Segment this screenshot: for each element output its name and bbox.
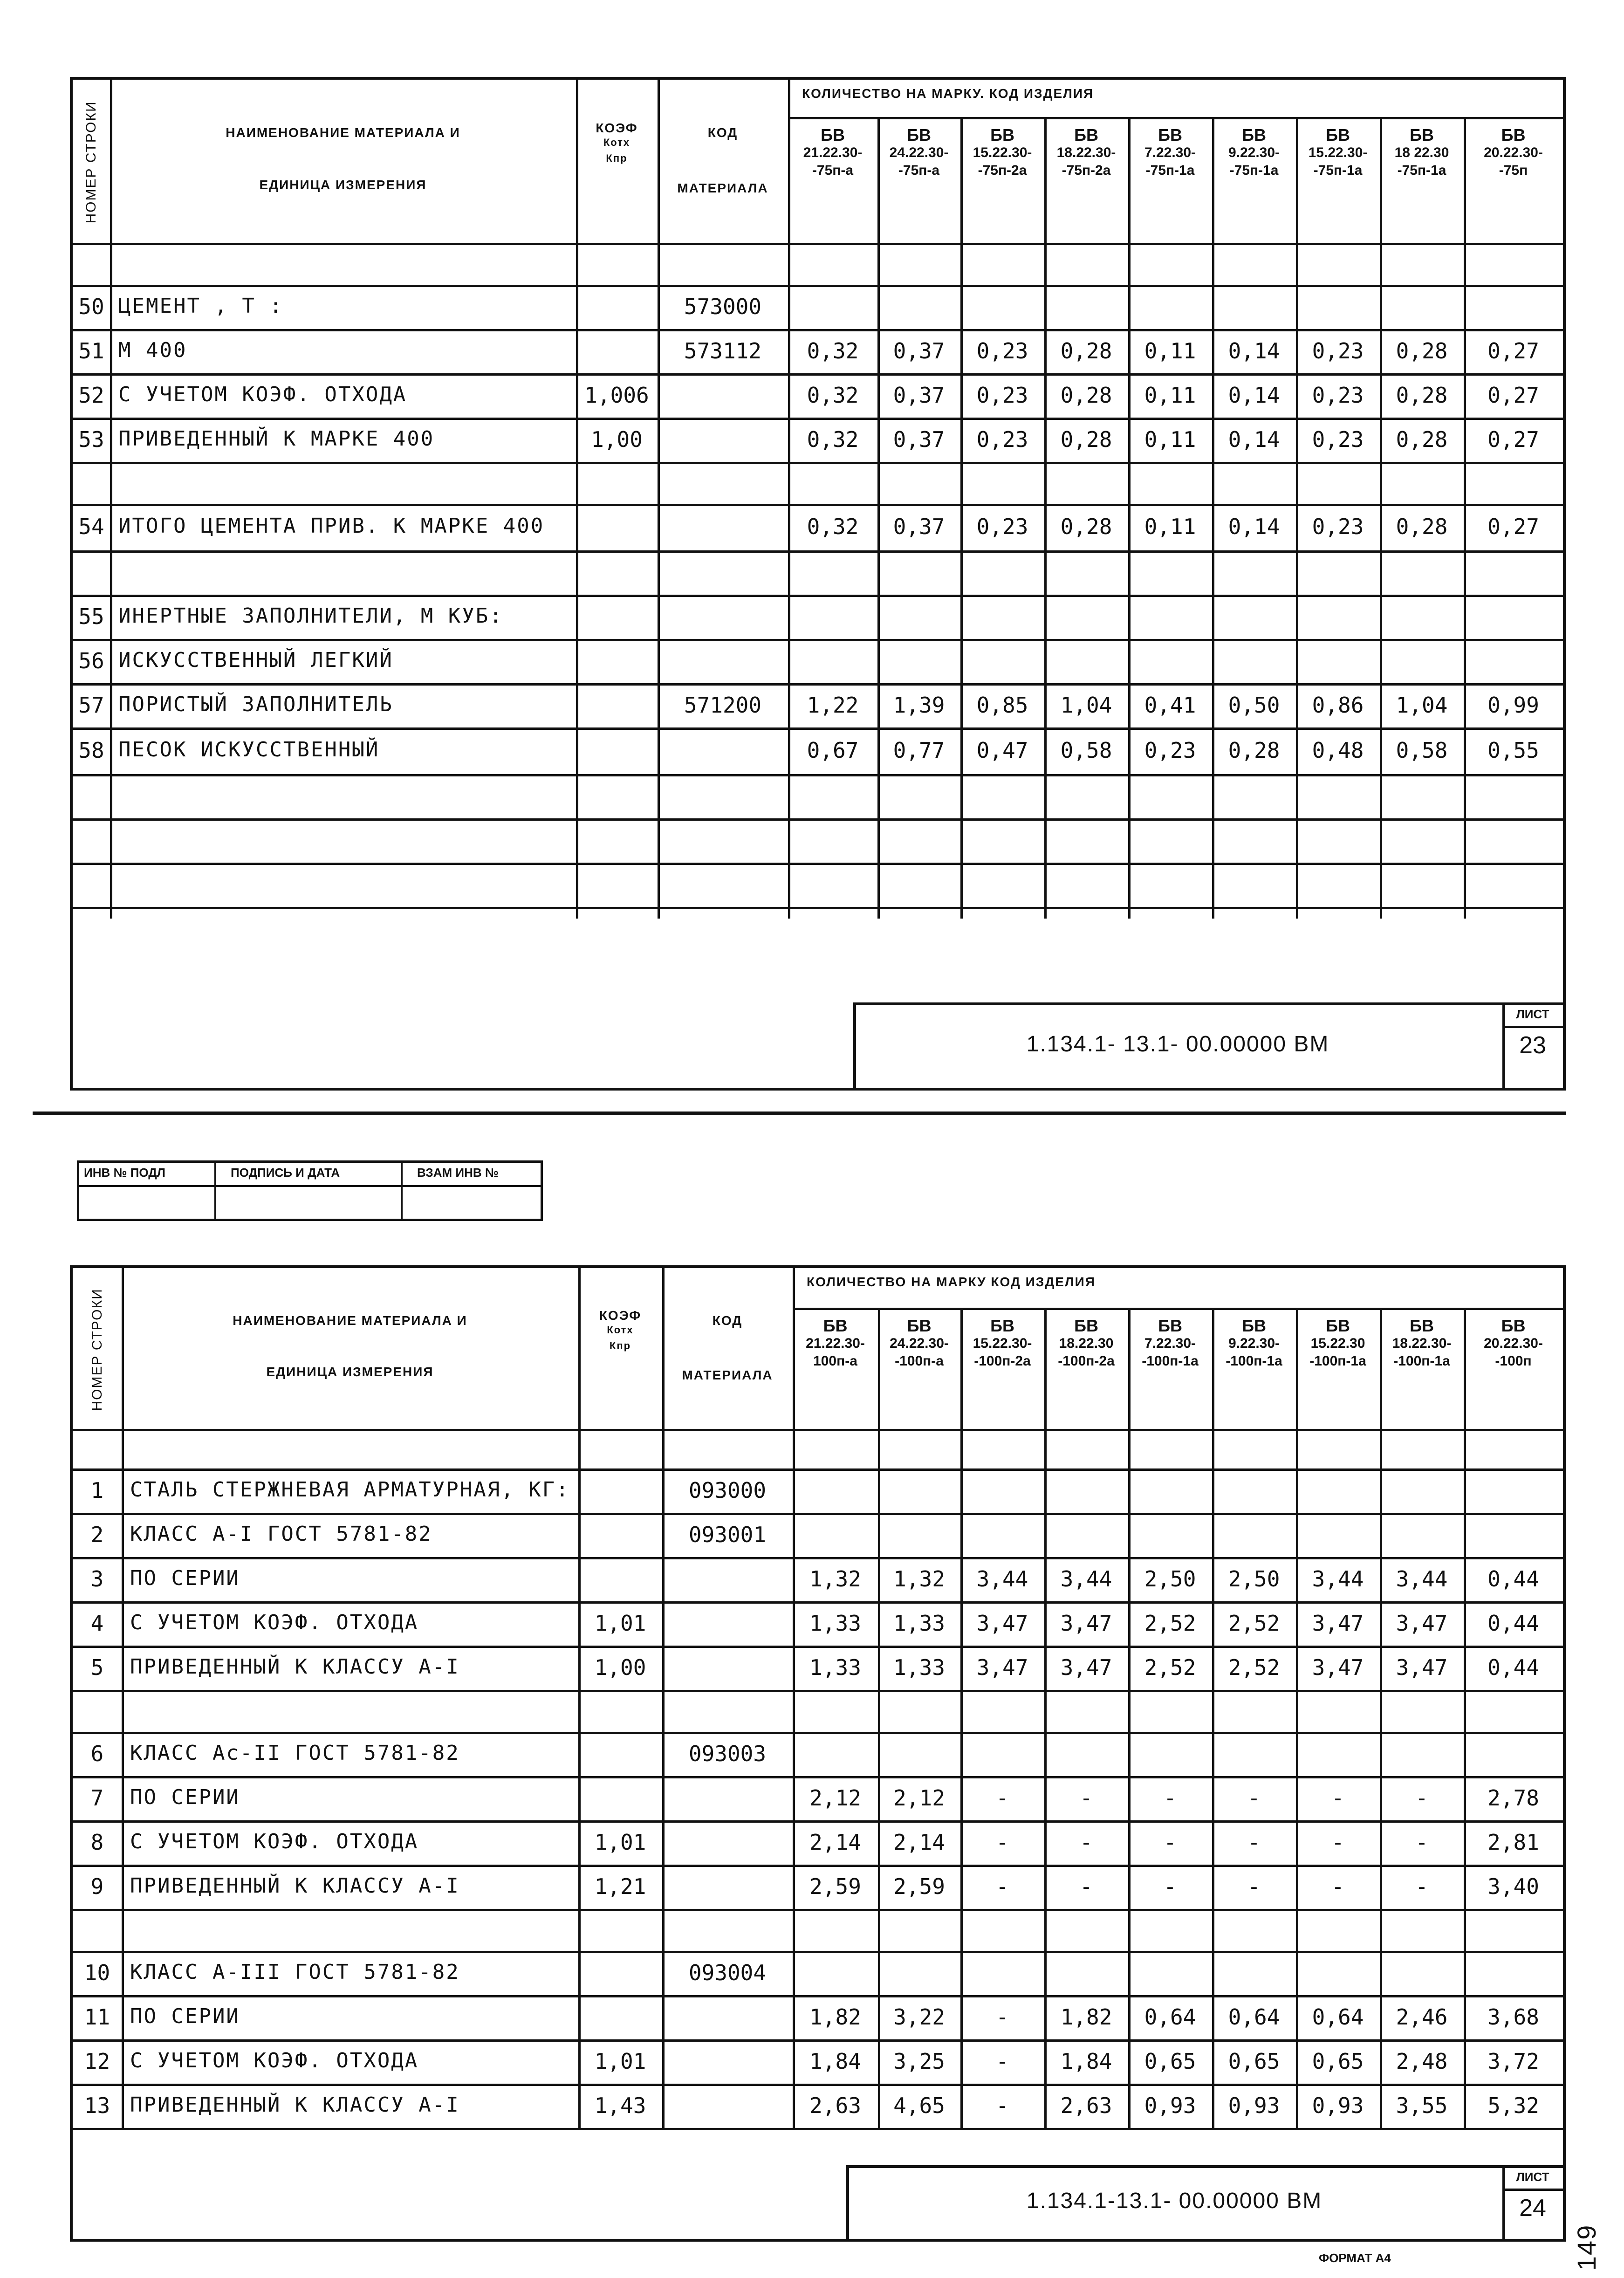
row-number: 4 — [90, 1610, 104, 1636]
coef-value: 1,43 — [594, 2093, 646, 2118]
quantity-cell: 1,84 — [1060, 2048, 1112, 2074]
quantity-cell: - — [996, 2093, 1009, 2118]
quantity-cell: - — [1080, 1785, 1093, 1811]
quantity-cell: 1,84 — [809, 2048, 861, 2074]
quantity-cell: 0,64 — [1144, 2004, 1196, 2030]
quantity-cell: 0,65 — [1312, 2048, 1364, 2074]
quantity-cell: 0,32 — [807, 426, 859, 452]
coef-header: Котх — [603, 136, 630, 148]
quantity-cell: 2,52 — [1144, 1654, 1196, 1680]
row-number: 52 — [78, 382, 104, 408]
row-number: 57 — [78, 692, 104, 718]
material-name: ИТОГО ЦЕМЕНТА ПРИВ. К МАРКЕ 400 — [118, 514, 545, 538]
quantity-cell: - — [996, 1873, 1009, 1899]
coef-value: 1,01 — [594, 2048, 646, 2074]
quantity-cell: 0,28 — [1396, 382, 1448, 408]
quantity-cell: 0,27 — [1487, 382, 1539, 408]
quantity-cell: 3,68 — [1487, 2004, 1539, 2030]
quantity-cell: 0,27 — [1487, 426, 1539, 452]
quantity-cell: 2,12 — [893, 1785, 945, 1811]
quantity-cell: 3,47 — [1060, 1610, 1112, 1636]
quantity-cell: 0,23 — [1312, 514, 1364, 539]
quantity-cell: 1,39 — [893, 692, 945, 718]
material-name: М 400 — [118, 338, 187, 362]
quantity-cell: 3,47 — [1396, 1610, 1448, 1636]
quantity-cell: 0,77 — [893, 738, 945, 763]
name-header-line2: ЕДИНИЦА ИЗМЕРЕНИЯ — [266, 1365, 434, 1379]
row-number: 13 — [84, 2093, 110, 2118]
quantity-cell: 0,28 — [1396, 338, 1448, 364]
quantity-cell: 0,93 — [1228, 2093, 1280, 2118]
coef-value: 1,00 — [594, 1654, 646, 1680]
quantity-cell: - — [996, 2048, 1009, 2074]
quantity-cell: 3,44 — [976, 1566, 1028, 1592]
coef-value: 1,01 — [594, 1610, 646, 1636]
quantity-cell: 0,11 — [1144, 514, 1196, 539]
quantity-cell: 2,50 — [1144, 1566, 1196, 1592]
quantity-cell: 0,23 — [1312, 426, 1364, 452]
quantity-cell: - — [1415, 1785, 1428, 1811]
quantity-cell: 3,47 — [1312, 1610, 1364, 1636]
quantity-cell: 2,46 — [1396, 2004, 1448, 2030]
material-name: ПО СЕРИИ — [130, 1566, 240, 1590]
quantity-cell: 1,32 — [893, 1566, 945, 1592]
material-name: КЛАСС Ас-II ГОСТ 5781-82 — [130, 1741, 460, 1765]
quantity-cell: 0,14 — [1228, 382, 1280, 408]
quantity-cell: 0,32 — [807, 382, 859, 408]
product-code-header: БВ 7.22.30- -100п-1а — [1142, 1316, 1199, 1369]
quantity-cell: 0,28 — [1396, 514, 1448, 539]
quantity-cell: 5,32 — [1487, 2093, 1539, 2118]
quantity-cell: 2,48 — [1396, 2048, 1448, 2074]
quantity-cell: 0,23 — [976, 514, 1028, 539]
quantity-cell: 0,23 — [976, 426, 1028, 452]
quantity-cell: 0,32 — [807, 338, 859, 364]
material-name: ПРИВЕДЕННЫЙ К КЛАССУ А-I — [130, 2093, 460, 2117]
quantity-cell: 1,33 — [809, 1654, 861, 1680]
quantity-cell: 0,65 — [1144, 2048, 1196, 2074]
product-code-header: БВ 24.22.30- -100п-а — [890, 1316, 949, 1369]
product-code-header: БВ 21.22.30- -75п-а — [803, 125, 863, 178]
quantity-cell: 3,47 — [976, 1654, 1028, 1680]
document-code: 1.134.1-13.1- 00.00000 ВМ — [1026, 2189, 1322, 2213]
quantity-cell: - — [996, 2004, 1009, 2030]
quantity-cell: 2,52 — [1228, 1610, 1280, 1636]
quantity-cell: 0,23 — [1312, 382, 1364, 408]
stamp-inv-label: ИНВ № ПОДЛ — [84, 1166, 166, 1180]
row-number: 12 — [84, 2048, 110, 2074]
quantity-cell: 2,63 — [809, 2093, 861, 2118]
row-number: 3 — [90, 1566, 104, 1592]
row-number: 7 — [90, 1785, 104, 1811]
quantity-cell: - — [1164, 1829, 1177, 1855]
row-number: 8 — [90, 1829, 104, 1855]
row-number: 11 — [84, 2004, 110, 2030]
quantity-cell: - — [1164, 1785, 1177, 1811]
material-name: ИСКУССТВЕННЫЙ ЛЕГКИЙ — [118, 648, 393, 672]
quantity-cell: 2,14 — [893, 1829, 945, 1855]
quantity-cell: 0,64 — [1312, 2004, 1364, 2030]
sheet-label: ЛИСТ — [1516, 1007, 1549, 1021]
product-code-header: БВ 15.22.30- -75п-2а — [973, 125, 1032, 178]
quantity-cell: 0,93 — [1144, 2093, 1196, 2118]
name-header-line2: ЕДИНИЦА ИЗМЕРЕНИЯ — [259, 178, 427, 192]
row-number-header: НОМЕР СТРОКИ — [89, 1288, 105, 1411]
quantity-cell: 2,12 — [809, 1785, 861, 1811]
product-code-header: БВ 18 22.30 -75п-1а — [1394, 125, 1449, 178]
quantity-cell: 0,37 — [893, 338, 945, 364]
quantity-cell: - — [1415, 1873, 1428, 1899]
material-name: ПРИВЕДЕННЫЙ К КЛАССУ А-I — [130, 1654, 460, 1679]
quantity-cell: 0,58 — [1060, 738, 1112, 763]
row-number: 58 — [78, 738, 104, 763]
row-number: 10 — [84, 1960, 110, 1985]
material-name: С УЧЕТОМ КОЭФ. ОТХОДА — [118, 382, 407, 406]
quantity-cell: 3,47 — [976, 1610, 1028, 1636]
product-code-header: БВ 9.22.30- -75п-1а — [1228, 125, 1280, 178]
material-code: 573000 — [684, 294, 762, 319]
row-number: 53 — [78, 426, 104, 452]
material-name: ЦЕМЕНТ , Т : — [118, 294, 283, 318]
name-header-line1: НАИМЕНОВАНИЕ МАТЕРИАЛА И — [226, 125, 460, 140]
material-code: 571200 — [684, 692, 762, 718]
product-code-header: БВ 20.22.30- -75п — [1484, 125, 1543, 178]
material-code: 093001 — [688, 1522, 767, 1547]
quantity-cell: 0,28 — [1060, 514, 1112, 539]
row-number: 2 — [90, 1522, 104, 1547]
product-code-header: БВ 15.22.30 -100п-1а — [1309, 1316, 1366, 1369]
quantity-cell: 0,11 — [1144, 426, 1196, 452]
material-name: С УЧЕТОМ КОЭФ. ОТХОДА — [130, 1829, 419, 1853]
row-number: 51 — [78, 338, 104, 364]
quantity-cell: 0,37 — [893, 514, 945, 539]
product-code-header: БВ 15.22.30- -100п-2а — [973, 1316, 1032, 1369]
product-code-header: БВ 18.22.30 -100п-2а — [1058, 1316, 1115, 1369]
quantity-cell: - — [1415, 1829, 1428, 1855]
quantity-cell: 0,86 — [1312, 692, 1364, 718]
material-name: КЛАСС А-III ГОСТ 5781-82 — [130, 1960, 460, 1984]
code-header: МАТЕРИАЛА — [682, 1367, 773, 1382]
sheet-2 — [70, 1265, 1566, 2242]
row-number: 6 — [90, 1741, 104, 1766]
coef-header: КОЭФ — [599, 1308, 642, 1323]
quantity-cell: 0,50 — [1228, 692, 1280, 718]
quantity-cell: 1,33 — [893, 1610, 945, 1636]
quantity-cell: 3,22 — [893, 2004, 945, 2030]
quantity-cell: 0,23 — [1144, 738, 1196, 763]
quantity-cell: 3,40 — [1487, 1873, 1539, 1899]
quantity-cell: 2,81 — [1487, 1829, 1539, 1855]
coef-header: Котх — [607, 1324, 634, 1336]
separator-line — [33, 1112, 1566, 1115]
material-code: 093004 — [688, 1960, 767, 1985]
quantity-cell: 2,14 — [809, 1829, 861, 1855]
quantity-cell: 2,59 — [809, 1873, 861, 1899]
quantity-cell: 0,27 — [1487, 514, 1539, 539]
quantity-cell: 3,72 — [1487, 2048, 1539, 2074]
quantity-cell: 2,52 — [1144, 1610, 1196, 1636]
quantity-cell: 1,04 — [1396, 692, 1448, 718]
code-header: МАТЕРИАЛА — [677, 181, 768, 195]
quantity-cell: 0,41 — [1144, 692, 1196, 718]
material-name: ИНЕРТНЫЕ ЗАПОЛНИТЕЛИ, М КУБ: — [118, 604, 503, 628]
material-code: 093000 — [688, 1477, 767, 1503]
material-name: ПОРИСТЫЙ ЗАПОЛНИТЕЛЬ — [118, 692, 393, 716]
product-code-header: БВ 24.22.30- -75п-а — [889, 125, 949, 178]
document-code: 1.134.1- 13.1- 00.00000 ВМ — [1026, 1031, 1329, 1057]
sheet-label: ЛИСТ — [1516, 2170, 1549, 2184]
quantity-cell: 1,33 — [893, 1654, 945, 1680]
code-header: КОД — [712, 1313, 743, 1328]
product-code-header: БВ 21.22.30- 100п-а — [806, 1316, 865, 1369]
material-name: СТАЛЬ СТЕРЖНЕВАЯ АРМАТУРНАЯ, КГ: — [130, 1477, 570, 1502]
row-number: 56 — [78, 648, 104, 673]
quantity-cell: 3,25 — [893, 2048, 945, 2074]
quantity-cell: 0,85 — [976, 692, 1028, 718]
coef-header: Кпр — [609, 1340, 631, 1352]
quantity-cell: 3,44 — [1312, 1566, 1364, 1592]
quantity-cell: - — [1331, 1873, 1344, 1899]
quantity-cell: 1,04 — [1060, 692, 1112, 718]
quantity-cell: - — [996, 1785, 1009, 1811]
quantity-cell: 3,44 — [1060, 1566, 1112, 1592]
quantity-cell: 1,33 — [809, 1610, 861, 1636]
coef-header: КОЭФ — [596, 120, 638, 135]
quantity-cell: 1,22 — [807, 692, 859, 718]
quantity-cell: - — [1247, 1785, 1261, 1811]
quantity-cell: 3,47 — [1060, 1654, 1112, 1680]
quantity-cell: 0,23 — [976, 338, 1028, 364]
product-code-header: БВ 15.22.30- -75п-1а — [1308, 125, 1368, 178]
quantity-cell: - — [1164, 1873, 1177, 1899]
quantity-cell: 0,64 — [1228, 2004, 1280, 2030]
quantity-cell: 2,59 — [893, 1873, 945, 1899]
quantity-cell: - — [996, 1829, 1009, 1855]
quantity-cell: 0,32 — [807, 514, 859, 539]
row-number: 50 — [78, 294, 104, 319]
row-number: 9 — [90, 1873, 104, 1899]
quantity-cell: 1,32 — [809, 1566, 861, 1592]
product-code-header: БВ 20.22.30- -100п — [1484, 1316, 1543, 1369]
quantity-cell: 0,58 — [1396, 738, 1448, 763]
quantity-cell: - — [1331, 1829, 1344, 1855]
product-code-header: БВ 18.22.30- -100п-1а — [1392, 1316, 1452, 1369]
row-number-header: НОМЕР СТРОКИ — [83, 101, 99, 224]
quantity-cell: 0,28 — [1228, 738, 1280, 763]
quantity-cell: 3,44 — [1396, 1566, 1448, 1592]
product-code-header: БВ 7.22.30- -75п-1а — [1144, 125, 1196, 178]
material-name: ПО СЕРИИ — [130, 1785, 240, 1809]
quantity-cell: 0,14 — [1228, 338, 1280, 364]
quantity-cell: 0,99 — [1487, 692, 1539, 718]
stamp-sign-label: ПОДПИСЬ И ДАТА — [231, 1166, 340, 1180]
quantity-cell: 2,50 — [1228, 1566, 1280, 1592]
quantity-cell: 0,48 — [1312, 738, 1364, 763]
quantity-cell: 0,14 — [1228, 426, 1280, 452]
quantity-cell: - — [1247, 1873, 1261, 1899]
quantity-cell: 2,63 — [1060, 2093, 1112, 2118]
quantity-cell: 0,37 — [893, 382, 945, 408]
quantity-cell: 0,11 — [1144, 338, 1196, 364]
name-header-line1: НАИМЕНОВАНИЕ МАТЕРИАЛА И — [233, 1313, 467, 1328]
coef-header: Кпр — [606, 152, 628, 164]
quantity-cell: 3,47 — [1396, 1654, 1448, 1680]
stamp-block — [77, 1160, 543, 1221]
material-name: ПРИВЕДЕННЫЙ К КЛАССУ А-I — [130, 1873, 460, 1898]
quantity-cell: - — [1080, 1873, 1093, 1899]
row-number: 5 — [90, 1654, 104, 1680]
stamp-replace-label: ВЗАМ ИНВ № — [417, 1166, 499, 1180]
quantity-cell: 0,14 — [1228, 514, 1280, 539]
coef-value: 1,006 — [584, 382, 649, 408]
quantity-cell: 2,52 — [1228, 1654, 1280, 1680]
quantity-cell: 0,28 — [1060, 426, 1112, 452]
coef-value: 1,00 — [591, 426, 643, 452]
quantity-cell: 0,28 — [1060, 338, 1112, 364]
quantity-cell: 0,23 — [1312, 338, 1364, 364]
quantity-cell: 0,47 — [976, 738, 1028, 763]
sheet-number: 24 — [1519, 2195, 1546, 2222]
sheet-number: 23 — [1519, 1032, 1546, 1059]
product-code-header: БВ 9.22.30- -100п-1а — [1226, 1316, 1282, 1369]
material-name: КЛАСС А-I ГОСТ 5781-82 — [130, 1522, 432, 1546]
material-code: 093003 — [688, 1741, 767, 1766]
row-number: 55 — [78, 604, 104, 629]
code-header: КОД — [707, 125, 738, 140]
quantity-cell: 0,37 — [893, 426, 945, 452]
quantity-cell: 0,11 — [1144, 382, 1196, 408]
quantity-cell: 0,44 — [1487, 1566, 1539, 1592]
material-name: ПЕСОК ИСКУССТВЕННЫЙ — [118, 738, 380, 762]
quantity-cell: 0,28 — [1060, 382, 1112, 408]
material-name: ПРИВЕДЕННЫЙ К МАРКЕ 400 — [118, 426, 435, 451]
quantity-cell: 2,78 — [1487, 1785, 1539, 1811]
format-label: ФОРМАТ А4 — [1319, 2251, 1391, 2265]
row-number: 1 — [90, 1477, 104, 1503]
quantity-cell: 0,27 — [1487, 338, 1539, 364]
coef-value: 1,21 — [594, 1873, 646, 1899]
quantity-cell: - — [1247, 1829, 1261, 1855]
quantity-cell: - — [1080, 1829, 1093, 1855]
quantity-cell: 3,55 — [1396, 2093, 1448, 2118]
quantity-cell: 0,55 — [1487, 738, 1539, 763]
quantity-header: КОЛИЧЕСТВО НА МАРКУ. КОД ИЗДЕЛИЯ — [802, 86, 1094, 101]
quantity-cell: 0,44 — [1487, 1610, 1539, 1636]
product-code-header: БВ 18.22.30- -75п-2а — [1056, 125, 1116, 178]
material-name: С УЧЕТОМ КОЭФ. ОТХОДА — [130, 2048, 419, 2072]
quantity-cell: 0,23 — [976, 382, 1028, 408]
quantity-cell: - — [1331, 1785, 1344, 1811]
quantity-cell: 0,65 — [1228, 2048, 1280, 2074]
material-code: 573112 — [684, 338, 762, 364]
row-number: 54 — [78, 514, 104, 539]
coef-value: 1,01 — [594, 1829, 646, 1855]
sheet-1 — [70, 77, 1566, 1091]
quantity-cell: 1,82 — [1060, 2004, 1112, 2030]
material-name: ПО СЕРИИ — [130, 2004, 240, 2028]
quantity-cell: 4,65 — [893, 2093, 945, 2118]
quantity-cell: 1,82 — [809, 2004, 861, 2030]
quantity-header: КОЛИЧЕСТВО НА МАРКУ КОД ИЗДЕЛИЯ — [807, 1275, 1096, 1289]
quantity-cell: 0,28 — [1396, 426, 1448, 452]
quantity-cell: 0,44 — [1487, 1654, 1539, 1680]
quantity-cell: 3,47 — [1312, 1654, 1364, 1680]
page-number: 149 — [1572, 2224, 1602, 2271]
quantity-cell: 0,67 — [807, 738, 859, 763]
material-name: С УЧЕТОМ КОЭФ. ОТХОДА — [130, 1610, 419, 1634]
quantity-cell: 0,93 — [1312, 2093, 1364, 2118]
